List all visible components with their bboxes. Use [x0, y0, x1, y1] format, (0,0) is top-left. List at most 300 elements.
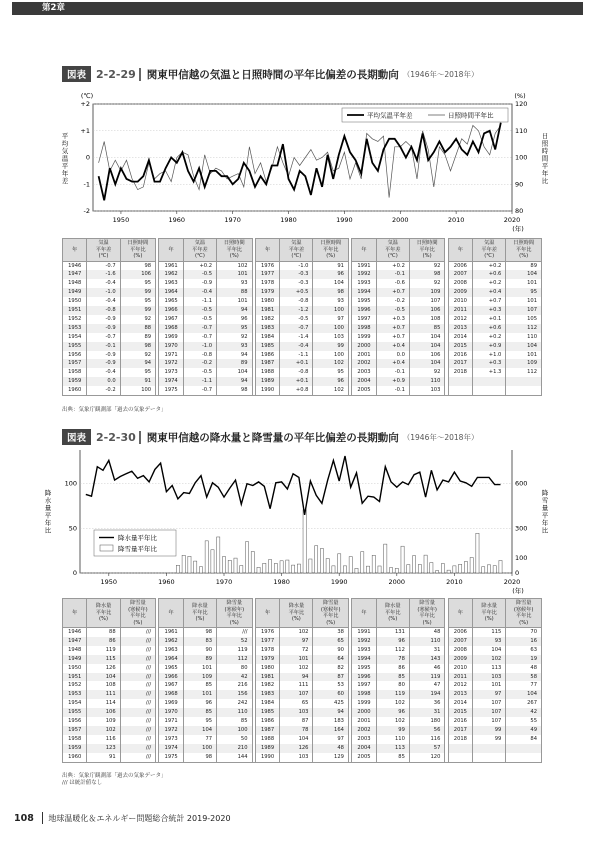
col-header-rain: 降水量 平年比 (%): [183, 599, 216, 628]
table-row: [63, 359, 542, 368]
cell-year: 1982: [255, 315, 279, 324]
cell-snow: 87: [313, 673, 348, 682]
cell-year: 1997: [352, 681, 376, 690]
figure-1-source: 出典：気象庁観測部「過去の気象データ」: [62, 407, 167, 413]
cell-year: 2001: [352, 351, 376, 360]
cell-year: 1967: [159, 315, 183, 324]
cell-year: 1958: [63, 368, 87, 377]
snow-bar: [240, 566, 243, 573]
cell-sun: 102: [313, 386, 348, 395]
cell-year: 1949: [63, 655, 87, 664]
table-row: [63, 681, 542, 690]
cell-sun: [506, 386, 542, 395]
figure-subtitle: （1946年～2018年）: [402, 432, 479, 442]
cell-temp: -0.8: [87, 306, 120, 315]
cell-sun: 88: [217, 288, 252, 297]
y-right-tick-label: 100: [515, 153, 528, 162]
cell-rain: 102: [280, 628, 313, 637]
cell-year: 1961: [159, 261, 183, 270]
cell-temp: -0.4: [87, 368, 120, 377]
cell-snow: 129: [313, 753, 348, 762]
cell-year: 2000: [352, 708, 376, 717]
cell-temp: +0.2: [473, 261, 506, 270]
y-right-title-char: 量: [541, 504, 549, 512]
cell-year: 1971: [159, 717, 183, 726]
cell-sun: 103: [313, 333, 348, 342]
cell-snow: ///: [120, 664, 155, 673]
cell-sun: 92: [120, 315, 155, 324]
col-header-year: 年: [159, 239, 183, 262]
y-right-title-char: 年: [541, 519, 549, 527]
cell-year: 1986: [255, 717, 279, 726]
cell-temp: +0.2: [376, 261, 409, 270]
cell-sun: 98: [120, 342, 155, 351]
figure-2-source: [62, 773, 167, 787]
cell-year: 1997: [352, 315, 376, 324]
cell-rain: 91: [87, 753, 120, 762]
x-tick-label: 1980: [280, 216, 297, 224]
cell-rain: 103: [280, 753, 313, 762]
cell-snow: 183: [313, 717, 348, 726]
cell-year: 1981: [255, 306, 279, 315]
cell-year: 2011: [448, 306, 472, 315]
cell-temp: -0.9: [87, 324, 120, 333]
cell-rain: 99: [473, 726, 506, 735]
snow-bar: [487, 565, 490, 573]
y-left-tick-label: +2: [80, 100, 90, 108]
x-tick-label: 2010: [446, 578, 463, 586]
cell-year: 1969: [159, 699, 183, 708]
cell-rain: 107: [473, 699, 506, 708]
cell-snow: 56: [409, 726, 444, 735]
cell-year: 1982: [255, 681, 279, 690]
cell-sun: 89: [506, 261, 542, 270]
table-row: [63, 673, 542, 682]
y-right-tick-label: 120: [515, 100, 528, 108]
cell-rain: 119: [87, 646, 120, 655]
cell-year: 2015: [448, 708, 472, 717]
cell-year: 1951: [63, 673, 87, 682]
cell-rain: 101: [183, 690, 216, 699]
cell-year: 1951: [63, 306, 87, 315]
cell-rain: 90: [183, 646, 216, 655]
snow-bar: [234, 558, 237, 573]
cell-temp: -0.4: [183, 288, 216, 297]
cell-year: 2006: [448, 628, 472, 637]
cell-snow: 63: [506, 646, 542, 655]
footer: [14, 813, 231, 824]
cell-sun: 94: [120, 359, 155, 368]
cell-snow: 112: [217, 655, 252, 664]
cell-year: 1974: [159, 377, 183, 386]
cell-sun: 93: [217, 342, 252, 351]
y-left-unit: (℃): [80, 92, 94, 100]
cell-year: 1953: [63, 324, 87, 333]
col-header-temp: 気温 平年差 (℃): [87, 239, 120, 262]
cell-year: 2007: [448, 270, 472, 279]
cell-year: 2008: [448, 646, 472, 655]
cell-snow: [506, 744, 542, 753]
cell-snow: ///: [120, 753, 155, 762]
figure-title-text: 関東甲信越の降水量と降雪量の平年比偏差の長期動向: [146, 431, 399, 444]
cell-snow: 48: [313, 744, 348, 753]
cell-year: 2014: [448, 699, 472, 708]
cell-rain: 126: [280, 744, 313, 753]
cell-year: 1990: [255, 386, 279, 395]
snow-bar: [355, 568, 358, 573]
cell-year: 1967: [159, 681, 183, 690]
cell-rain: 97: [473, 690, 506, 699]
cell-sun: 106: [120, 270, 155, 279]
cell-rain: 99: [376, 726, 409, 735]
cell-year: 1954: [63, 699, 87, 708]
y-right-unit: (%): [514, 92, 526, 100]
cell-year: 1960: [63, 386, 87, 395]
cell-rain: 85: [376, 753, 409, 762]
cell-year: 1993: [352, 646, 376, 655]
y-left-tick-label: 50: [68, 524, 77, 533]
col-header-temp: 気温 平年差 (℃): [473, 239, 506, 262]
cell-sun: 96: [313, 270, 348, 279]
cell-snow: 60: [313, 690, 348, 699]
cell-sun: 112: [506, 368, 542, 377]
cell-year: 1989: [255, 744, 279, 753]
cell-rain: 97: [280, 637, 313, 646]
cell-year: 1958: [63, 735, 87, 744]
cell-snow: 97: [313, 735, 348, 744]
cell-temp: +0.5: [280, 288, 313, 297]
cell-snow: 120: [409, 753, 444, 762]
cell-temp: -0.9: [87, 351, 120, 360]
cell-year: 1950: [63, 664, 87, 673]
cell-year: 1964: [159, 655, 183, 664]
cell-year: 1985: [255, 708, 279, 717]
table-header-row: [63, 239, 542, 262]
cell-sun: 105: [506, 315, 542, 324]
y-right-tick-label: 600: [515, 479, 528, 488]
cell-rain: 85: [183, 708, 216, 717]
cell-year: 1984: [255, 699, 279, 708]
cell-sun: 95: [506, 288, 542, 297]
precipitation-snowfall-table: [62, 598, 542, 763]
cell-sun: 92: [409, 261, 444, 270]
table-header-row: [63, 599, 542, 628]
cell-rain: 104: [183, 726, 216, 735]
cell-rain: 83: [183, 637, 216, 646]
cell-year: 1956: [63, 717, 87, 726]
snow-bar: [245, 542, 248, 573]
snow-bar: [361, 552, 364, 573]
cell-temp: +0.7: [376, 288, 409, 297]
cell-sun: 102: [217, 261, 252, 270]
cell-sun: 106: [409, 351, 444, 360]
cell-temp: -0.3: [280, 270, 313, 279]
cell-rain: 113: [473, 664, 506, 673]
cell-year: 1955: [63, 342, 87, 351]
cell-temp: +0.7: [376, 333, 409, 342]
cell-year: 1965: [159, 664, 183, 673]
cell-year: 2003: [352, 368, 376, 377]
cell-temp: -0.5: [183, 368, 216, 377]
cell-year: 1949: [63, 288, 87, 297]
cell-temp: -0.5: [183, 270, 216, 279]
cell-temp: +0.2: [473, 333, 506, 342]
cell-year: 1972: [159, 726, 183, 735]
snow-bar: [343, 566, 346, 573]
cell-temp: -0.5: [183, 306, 216, 315]
cell-rain: 126: [87, 664, 120, 673]
cell-snow: 144: [217, 753, 252, 762]
cell-snow: 210: [217, 744, 252, 753]
col-header-snow: 降雪量 (寒候年) 平年比 (%): [506, 599, 542, 628]
cell-sun: 101: [506, 297, 542, 306]
cell-snow: ///: [120, 637, 155, 646]
cell-sun: 93: [313, 297, 348, 306]
cell-year: 2013: [448, 324, 472, 333]
cell-year: 1981: [255, 673, 279, 682]
cell-year: 1978: [255, 646, 279, 655]
snow-bar: [464, 562, 467, 573]
cell-sun: 103: [409, 386, 444, 395]
cell-snow: 42: [506, 708, 542, 717]
cell-rain: 85: [376, 673, 409, 682]
cell-year: 2004: [352, 377, 376, 386]
cell-snow: 55: [506, 717, 542, 726]
snow-bar: [482, 567, 485, 573]
snow-bar: [292, 565, 295, 573]
cell-temp: -0.5: [183, 315, 216, 324]
col-header-snow: 降雪量 (寒候年) 平年比 (%): [217, 599, 252, 628]
x-tick-label: 2010: [447, 216, 465, 224]
cell-snow: 104: [506, 690, 542, 699]
cell-rain: 104: [473, 646, 506, 655]
cell-year: 1963: [159, 646, 183, 655]
cell-temp: -0.3: [280, 279, 313, 288]
cell-snow: 47: [409, 681, 444, 690]
cell-rain: 115: [473, 628, 506, 637]
cell-sun: 94: [217, 306, 252, 315]
y-right-title-char: 比: [541, 177, 549, 185]
cell-rain: 109: [183, 673, 216, 682]
cell-year: 1991: [352, 628, 376, 637]
cell-temp: -0.1: [376, 386, 409, 395]
cell-temp: -0.9: [87, 359, 120, 368]
col-header-sun: 日照時間 平年比 (%): [217, 239, 252, 262]
cell-year: 1984: [255, 333, 279, 342]
cell-rain: 96: [183, 699, 216, 708]
cell-snow: 119: [217, 646, 252, 655]
snow-bar: [188, 556, 191, 573]
cell-year: 1946: [63, 261, 87, 270]
cell-year: 1998: [352, 690, 376, 699]
cell-temp: +0.1: [280, 377, 313, 386]
cell-year: 1995: [352, 297, 376, 306]
cell-temp: -1.1: [280, 351, 313, 360]
cell-snow: 38: [313, 628, 348, 637]
y-left-title-char: 温: [61, 154, 69, 163]
cell-sun: 104: [409, 342, 444, 351]
y-right-title-char: 年: [541, 169, 549, 178]
cell-temp: +0.7: [376, 324, 409, 333]
figure-2-title: [62, 429, 478, 445]
cell-temp: +0.3: [473, 306, 506, 315]
cell-snow: 119: [409, 673, 444, 682]
cell-temp: -0.6: [376, 279, 409, 288]
snow-bar: [280, 561, 283, 573]
cell-snow: ///: [120, 717, 155, 726]
cell-snow: 65: [313, 637, 348, 646]
cell-temp: -1.0: [183, 342, 216, 351]
cell-snow: ///: [217, 628, 252, 637]
cell-snow: ///: [120, 708, 155, 717]
cell-rain: 87: [280, 717, 313, 726]
snow-bar: [228, 560, 231, 573]
cell-year: 2005: [352, 753, 376, 762]
cell-rain: 110: [376, 735, 409, 744]
col-header-snow: 降雪量 (寒候年) 平年比 (%): [120, 599, 155, 628]
cell-snow: 90: [313, 646, 348, 655]
table-row: [63, 377, 542, 386]
cell-rain: 94: [280, 673, 313, 682]
cell-sun: 104: [217, 368, 252, 377]
cell-rain: 119: [376, 690, 409, 699]
cell-temp: -0.9: [183, 279, 216, 288]
col-header-year: 年: [448, 599, 472, 628]
snow-bar: [378, 566, 381, 573]
cell-sun: 104: [506, 342, 542, 351]
cell-snow: 94: [313, 708, 348, 717]
table-row: [63, 717, 542, 726]
x-tick-label: 1990: [336, 216, 353, 224]
cell-year: 2016: [448, 351, 472, 360]
cell-year: 1983: [255, 690, 279, 699]
cell-year: 1946: [63, 628, 87, 637]
cell-year: 2009: [448, 288, 472, 297]
cell-rain: 107: [473, 708, 506, 717]
table-row: [63, 261, 542, 270]
cell-rain: 89: [183, 655, 216, 664]
book-title: 地球温暖化＆エネルギー問題総合統計 2019-2020: [48, 814, 231, 823]
cell-sun: 112: [506, 324, 542, 333]
cell-year: 1987: [255, 359, 279, 368]
y-right-tick-label: 110: [515, 126, 528, 135]
cell-year: 2017: [448, 359, 472, 368]
y-left-title-char: 均: [61, 139, 69, 148]
cell-snow: 242: [217, 699, 252, 708]
cell-rain: 108: [87, 681, 120, 690]
snow-bar: [476, 533, 479, 573]
snow-bar: [182, 555, 185, 573]
table-row: [63, 690, 542, 699]
cell-rain: 96: [376, 708, 409, 717]
y-right-tick-label: 300: [515, 524, 528, 533]
snow-bar: [257, 567, 260, 573]
table-row: [63, 386, 542, 395]
cell-year: 1955: [63, 708, 87, 717]
cell-snow: ///: [120, 735, 155, 744]
x-tick-label: 1970: [215, 578, 233, 586]
cell-snow: ///: [120, 681, 155, 690]
y-right-title-char: 照: [541, 139, 549, 148]
x-tick-label: 1960: [168, 216, 186, 224]
cell-sun: 110: [506, 333, 542, 342]
cell-year: 2012: [448, 315, 472, 324]
cell-temp: 0.0: [376, 351, 409, 360]
cell-year: 2017: [448, 726, 472, 735]
cell-temp: +0.3: [473, 359, 506, 368]
cell-year: 1950: [63, 297, 87, 306]
cell-snow: 110: [409, 637, 444, 646]
cell-year: 1954: [63, 333, 87, 342]
snow-bar: [470, 558, 473, 573]
y-left-tick-label: 100: [64, 479, 77, 488]
cell-sun: 88: [120, 324, 155, 333]
cell-temp: -1.1: [183, 297, 216, 306]
cell-temp: -0.7: [183, 333, 216, 342]
cell-sun: 92: [409, 279, 444, 288]
cell-year: 2005: [352, 386, 376, 395]
cell-year: 1969: [159, 333, 183, 342]
cell-temp: -0.2: [87, 386, 120, 395]
cell-year: 1971: [159, 351, 183, 360]
y-right-tick-label: 90: [515, 180, 524, 189]
cell-snow: ///: [120, 655, 155, 664]
cell-year: 1976: [255, 628, 279, 637]
snow-bar: [401, 546, 404, 573]
x-tick-label: 1950: [100, 578, 118, 586]
cell-temp: -0.7: [87, 261, 120, 270]
cell-rain: 103: [473, 673, 506, 682]
y-left-title-char: 差: [61, 177, 69, 185]
cell-rain: 77: [183, 735, 216, 744]
figure-1-title: [62, 66, 478, 82]
cell-snow: 52: [217, 637, 252, 646]
table-row: [63, 628, 542, 637]
cell-temp: [473, 386, 506, 395]
cell-year: 1973: [159, 735, 183, 744]
col-header-sun: 日照時間 平年比 (%): [409, 239, 444, 262]
cell-rain: 72: [280, 646, 313, 655]
table-row: [63, 351, 542, 360]
x-tick-label: 2000: [391, 216, 409, 224]
cell-year: 1962: [159, 637, 183, 646]
x-tick-label: 1970: [224, 216, 241, 224]
cell-year: 1968: [159, 324, 183, 333]
cell-sun: 100: [120, 386, 155, 395]
table-row: [63, 279, 542, 288]
cell-year: 1977: [255, 637, 279, 646]
snow-bar: [459, 564, 462, 573]
y-right-title-char: 比: [541, 526, 549, 535]
cell-rain: 100: [183, 744, 216, 753]
cell-temp: -0.7: [87, 333, 120, 342]
cell-snow: 48: [506, 664, 542, 673]
cell-year: 1994: [352, 655, 376, 664]
cell-snow: 64: [313, 655, 348, 664]
table-row: [63, 306, 542, 315]
cell-snow: ///: [120, 744, 155, 753]
cell-sun: 99: [313, 342, 348, 351]
table-row: [63, 270, 542, 279]
snow-bar: [251, 552, 254, 573]
cell-year: 1974: [159, 744, 183, 753]
cell-rain: 113: [376, 744, 409, 753]
cell-temp: +0.4: [376, 359, 409, 368]
cell-rain: 95: [183, 717, 216, 726]
snow-bar: [407, 565, 410, 573]
cell-sun: 100: [313, 351, 348, 360]
cell-year: [448, 744, 472, 753]
